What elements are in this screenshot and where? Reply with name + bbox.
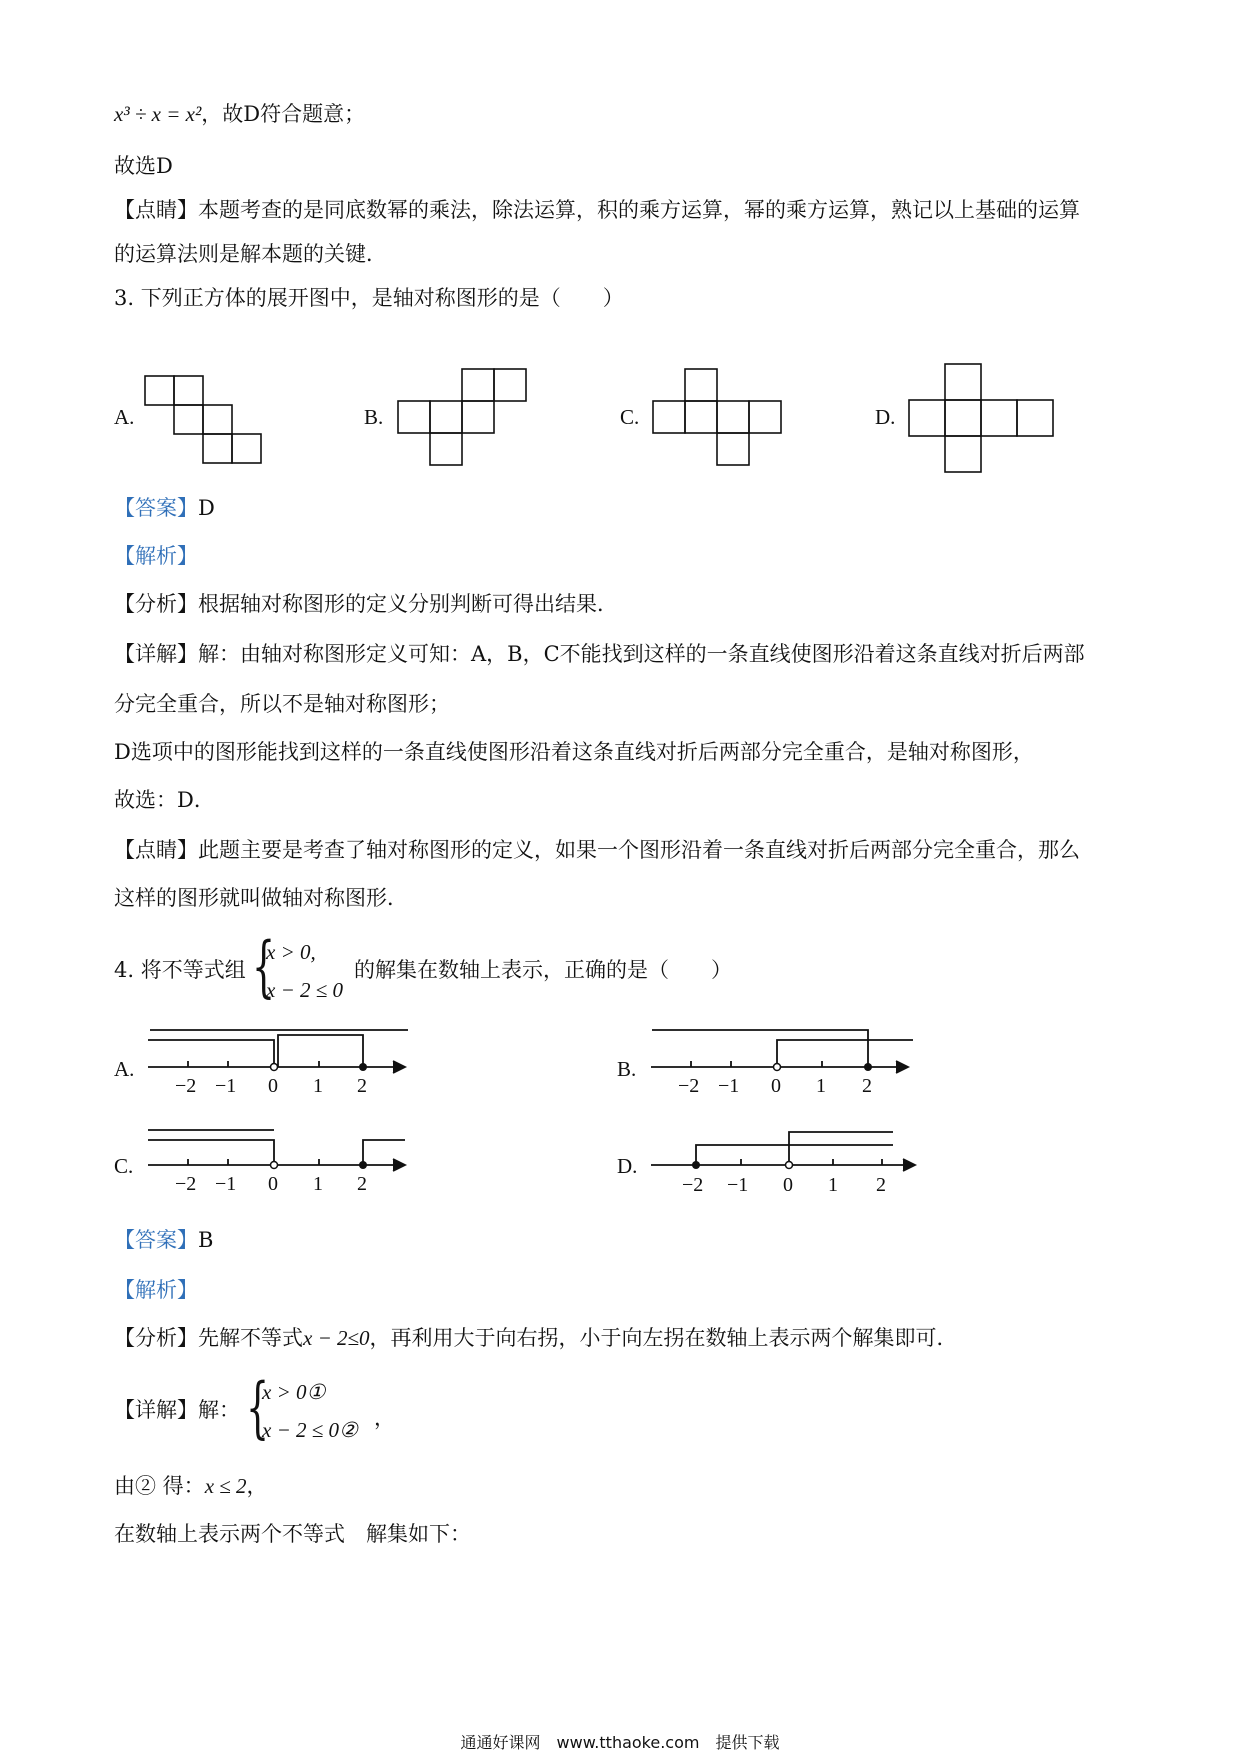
- option-label: B.: [617, 1057, 637, 1081]
- tick-label: 2: [357, 1075, 367, 1097]
- tag-fenxi: 【分析】: [114, 592, 198, 616]
- tick-label: −2: [175, 1173, 197, 1195]
- text-line: D选项中的图形能找到这样的一条直线使图形沿着这条直线对折后两部分完全重合，是轴对称图形，: [114, 740, 1034, 764]
- option-label: C.: [620, 405, 640, 429]
- tag-fenxi: 【分析】: [114, 1326, 198, 1350]
- tag-dianjing: 【点睛】: [114, 198, 198, 222]
- inequality-2: x − 2 ≤ 0②: [262, 1418, 358, 1442]
- tick-label: 0: [268, 1173, 278, 1195]
- question-4-prefix: 4. 将不等式组: [114, 958, 246, 982]
- analysis-tag: 【解析】: [114, 1278, 198, 1302]
- tick-label: −1: [215, 1075, 237, 1097]
- tag-xiangjie: 【详解】: [114, 642, 198, 666]
- text-line: 故选：D．: [114, 788, 215, 812]
- text: 解：: [198, 1398, 240, 1422]
- question-4-suffix: 的解集在数轴上表示，正确的是（ ）: [354, 958, 732, 982]
- math-expression: x³ ÷ x = x²: [114, 102, 202, 126]
- answer-tag: 【答案】: [114, 1228, 198, 1252]
- option-label: A.: [114, 1057, 135, 1081]
- tag-dianjing: 【点睛】: [114, 838, 198, 862]
- tick-label: 1: [313, 1075, 323, 1097]
- brace-icon: {: [246, 1369, 270, 1446]
- text-line: 分完全重合，所以不是轴对称图形；: [114, 692, 450, 716]
- answer-value: D: [198, 496, 215, 520]
- question-3: 3. 下列正方体的展开图中，是轴对称图形的是（ ）: [114, 286, 624, 310]
- option-label: C.: [114, 1154, 134, 1178]
- option-label: A.: [114, 405, 135, 429]
- text: 解：由轴对称图形定义可知：A，B，C不能找到这样的一条直线使图形沿着这条直线对折后两部: [198, 642, 1085, 666]
- answer-tag: 【答案】: [114, 496, 198, 520]
- text: ，再利用大于向右拐，小于向左拐在数轴上表示两个解集即可．: [369, 1326, 958, 1350]
- text: 本题考查的是同底数幂的乘法，除法运算，积的乘方运算，幂的乘方运算，熟记以上基础的运算: [198, 198, 1080, 222]
- text: 由② 得：: [114, 1474, 205, 1498]
- text-line: 的运算法则是解本题的关键．: [114, 242, 387, 266]
- option-label: D.: [617, 1154, 638, 1178]
- text: 根据轴对称图形的定义分别判断可得出结果．: [198, 592, 618, 616]
- tick-label: 2: [876, 1174, 886, 1196]
- tick-label: −2: [682, 1174, 704, 1196]
- text: ，: [374, 1406, 395, 1430]
- tick-label: 0: [268, 1075, 278, 1097]
- text: 先解不等式: [198, 1326, 303, 1350]
- tick-label: 2: [357, 1173, 367, 1195]
- tick-label: 2: [862, 1075, 872, 1097]
- inequality-2: x − 2 ≤ 0: [266, 978, 344, 1002]
- option-label: B.: [364, 405, 384, 429]
- math-expression: x − 2≤0: [303, 1326, 370, 1350]
- answer-value: B: [198, 1228, 214, 1252]
- text: ，故D符合题意；: [201, 102, 366, 126]
- tick-label: −1: [727, 1174, 749, 1196]
- tick-label: −1: [215, 1173, 237, 1195]
- text-line: 在数轴上表示两个不等式 解集如下：: [114, 1522, 471, 1546]
- tick-label: 1: [828, 1174, 838, 1196]
- tick-label: −2: [678, 1075, 700, 1097]
- tick-label: −2: [175, 1075, 197, 1097]
- analysis-tag: 【解析】: [114, 544, 198, 568]
- math-expression: x ≤ 2: [204, 1474, 247, 1498]
- tick-label: 1: [816, 1075, 826, 1097]
- tick-label: 1: [313, 1173, 323, 1195]
- inequality-1: x > 0①: [262, 1380, 326, 1404]
- brace-icon: {: [252, 928, 276, 1005]
- text-line: 故选D: [114, 154, 173, 178]
- text-line: 这样的图形就叫做轴对称图形．: [114, 886, 408, 910]
- text: 此题主要是考查了轴对称图形的定义，如果一个图形沿着一条直线对折后两部分完全重合，那么: [198, 838, 1080, 862]
- text: ，: [246, 1474, 268, 1498]
- footer: 通通好课网 www.tthaoke.com 提供下载: [460, 1733, 780, 1752]
- tick-label: 0: [783, 1174, 793, 1196]
- tick-label: 0: [771, 1075, 781, 1097]
- tick-label: −1: [718, 1075, 740, 1097]
- option-label: D.: [875, 405, 896, 429]
- tag-xiangjie: 【详解】: [114, 1398, 198, 1422]
- inequality-1: x > 0,: [266, 940, 316, 964]
